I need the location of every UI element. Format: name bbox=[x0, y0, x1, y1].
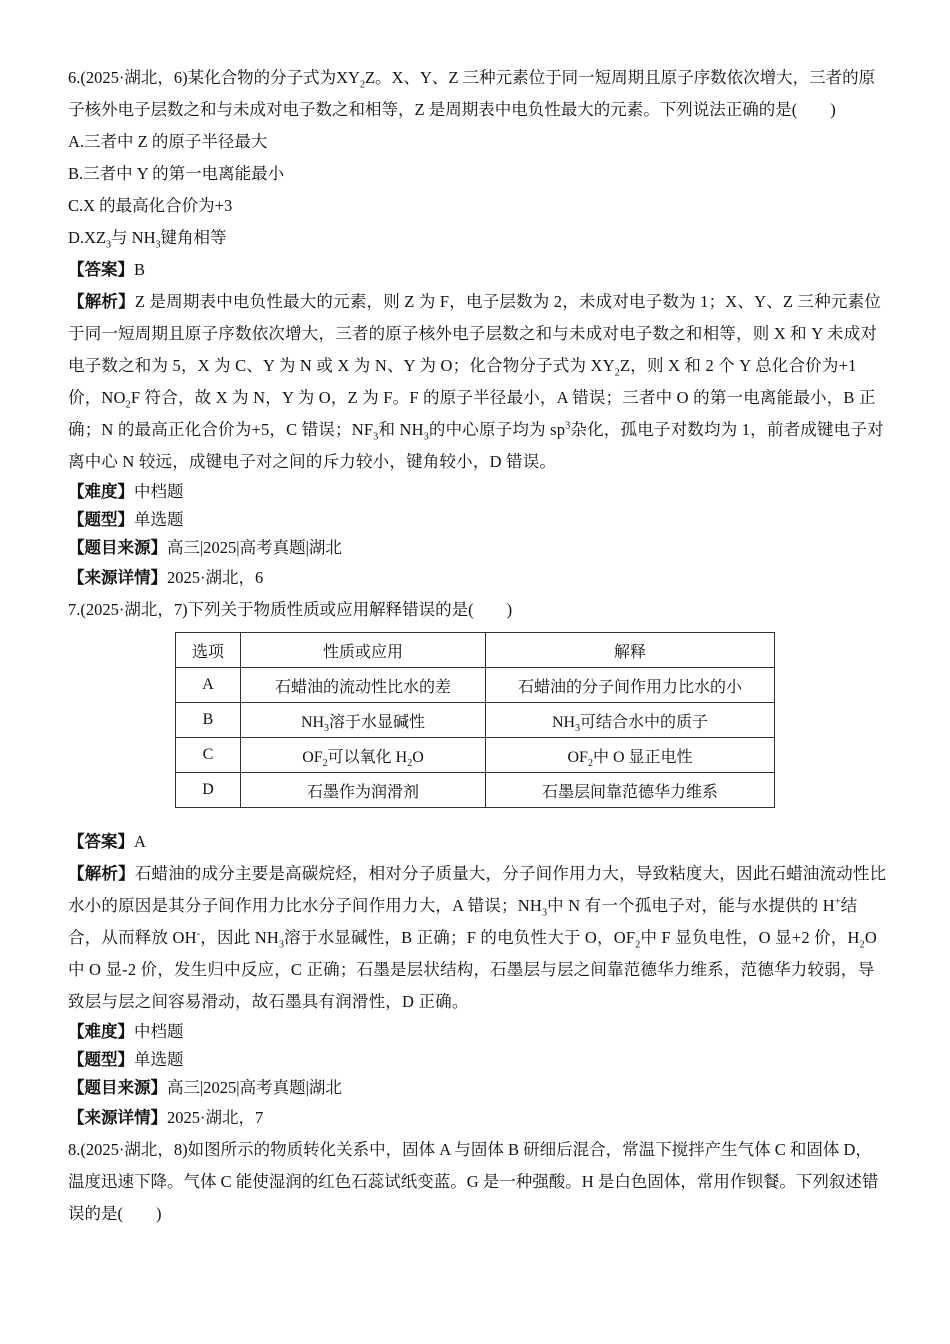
table-row bbox=[176, 773, 775, 808]
table-cell-explanation: $OF_2$中 O 显正电性 bbox=[486, 738, 775, 773]
table-cell-option: B bbox=[176, 703, 241, 738]
q6-analysis: 【解析】Z 是周期表中电负性最大的元素，则 Z 为 F，电子层数为 2，未成对电子数为 1；X、Y、Z 三种元素位于同一短周期且原子序数依次增大，三者的原子核外电子层数之和与未成对电子数之和相等，则 X 和 Y 未成对电子数之和为 5，X 为 C、Y 为 N 或 X 为 N、Y 为 O；化合物分子式为 $XY_2Z$，则 X 和 2 个 Y 总化合价为+1 价，$NO_2F$ 符合，故 X 为 N，Y 为 O，Z 为 F。F 的原子半径最小，A 错误；三者中 O 的第一电离能最小，B 正确；N 的最高正化合价为+5，C 错误；$NF_3$和 $NH_3$的中心原子均为 $sp^3$杂化，孤电子对数均为 1，前者成键电子对离中心 N 较远，成键电子对之间的斥力较小，键角较小，D 错误。 bbox=[68, 292, 884, 471]
q7-analysis: 【解析】石蜡油的成分主要是高碳烷烃，相对分子质量大，分子间作用力大，导致粘度大，因此石蜡油流动性比水小的原因是其分子间作用力比水分子间作用力大，A 错误；$NH_3$中 N 有一个孤电子对，能与水提供的 H+结合，从而释放 OH-，因此 $NH_3$溶于水显碱性，B 正确；F 的电负性大于 O，$OF_2$中 F 显负电性，O 显+2 价，$H_2O$ 中 O 显-2 价，发生归中反应，C 正确；石墨是层状结构，石墨层与层之间靠范德华力维系，范德华力较弱，导致层与层之间容易滑动，故石墨具有润滑性，D 正确。 bbox=[68, 864, 887, 1011]
q6-source-detail: 【来源详情】2025·湖北，6 bbox=[68, 568, 264, 587]
table-header-cell: 性质或应用 bbox=[241, 633, 486, 668]
q7-source-detail: 【来源详情】2025·湖北，7 bbox=[68, 1108, 264, 1127]
table-cell-property: $OF_2$可以氧化 $H_2O$ bbox=[241, 738, 486, 773]
table-cell-option: A bbox=[176, 668, 241, 703]
table-cell-explanation: 石蜡油的分子间作用力比水的小 bbox=[486, 668, 775, 703]
table-cell-explanation: $NH_3$可结合水中的质子 bbox=[486, 703, 775, 738]
q7-options-table bbox=[175, 632, 775, 808]
q6-difficulty: 【难度】中档题 bbox=[68, 482, 184, 501]
table-header-row bbox=[176, 633, 775, 668]
q6-stem: 6.(2025·湖北，6)某化合物的分子式为$XY_2Z$。X、Y、Z 三种元素位于同一短周期且原子序数依次增大，三者的原子核外电子层数之和与未成对电子数之和相等，Z 是周期表中电负性最大的元素。下列说法正确的是( ) bbox=[68, 68, 876, 119]
q7-answer: 【答案】A bbox=[68, 832, 146, 851]
q6-type: 【题型】单选题 bbox=[68, 510, 184, 529]
table-row bbox=[176, 738, 775, 773]
document-page bbox=[68, 62, 888, 1230]
table-cell-property: $NH_3$溶于水显碱性 bbox=[241, 703, 486, 738]
table-cell-option: C bbox=[176, 738, 241, 773]
table-cell-explanation: 石墨层间靠范德华力维系 bbox=[486, 773, 775, 808]
q7-difficulty: 【难度】中档题 bbox=[68, 1022, 184, 1041]
q7-type: 【题型】单选题 bbox=[68, 1050, 184, 1069]
table-cell-option: D bbox=[176, 773, 241, 808]
q6-option-d: $D.XZ_3$与 $NH_3$键角相等 bbox=[68, 228, 227, 251]
q7-source: 【题目来源】高三|2025|高考真题|湖北 bbox=[68, 1078, 342, 1097]
table-cell-property: 石墨作为润滑剂 bbox=[241, 773, 486, 808]
table-row bbox=[176, 703, 775, 738]
q6-source: 【题目来源】高三|2025|高考真题|湖北 bbox=[68, 538, 342, 557]
q6-option-a: A.三者中 Z 的原子半径最大 bbox=[68, 132, 268, 151]
q6-option-b: B.三者中 Y 的第一电离能最小 bbox=[68, 164, 285, 183]
table-header-cell: 解释 bbox=[486, 633, 775, 668]
q7-stem: 7.(2025·湖北，7)下列关于物质性质或应用解释错误的是( ) bbox=[68, 600, 513, 619]
q8-stem: 8.(2025·湖北，8)如图所示的物质转化关系中，固体 A 与固体 B 研细后混合，常温下搅拌产生气体 C 和固体 D，温度迅速下降。气体 C 能使湿润的红色石蕊试纸变蓝。G 是一种强酸。H 是白色固体，常用作钡餐。下列叙述错误的是( ) bbox=[68, 1140, 879, 1223]
table-row bbox=[176, 668, 775, 703]
table-header-cell: 选项 bbox=[176, 633, 241, 668]
q6-option-c: C.X 的最高化合价为+3 bbox=[68, 196, 233, 215]
q6-answer: 【答案】B bbox=[68, 260, 146, 279]
table-cell-property: 石蜡油的流动性比水的差 bbox=[241, 668, 486, 703]
